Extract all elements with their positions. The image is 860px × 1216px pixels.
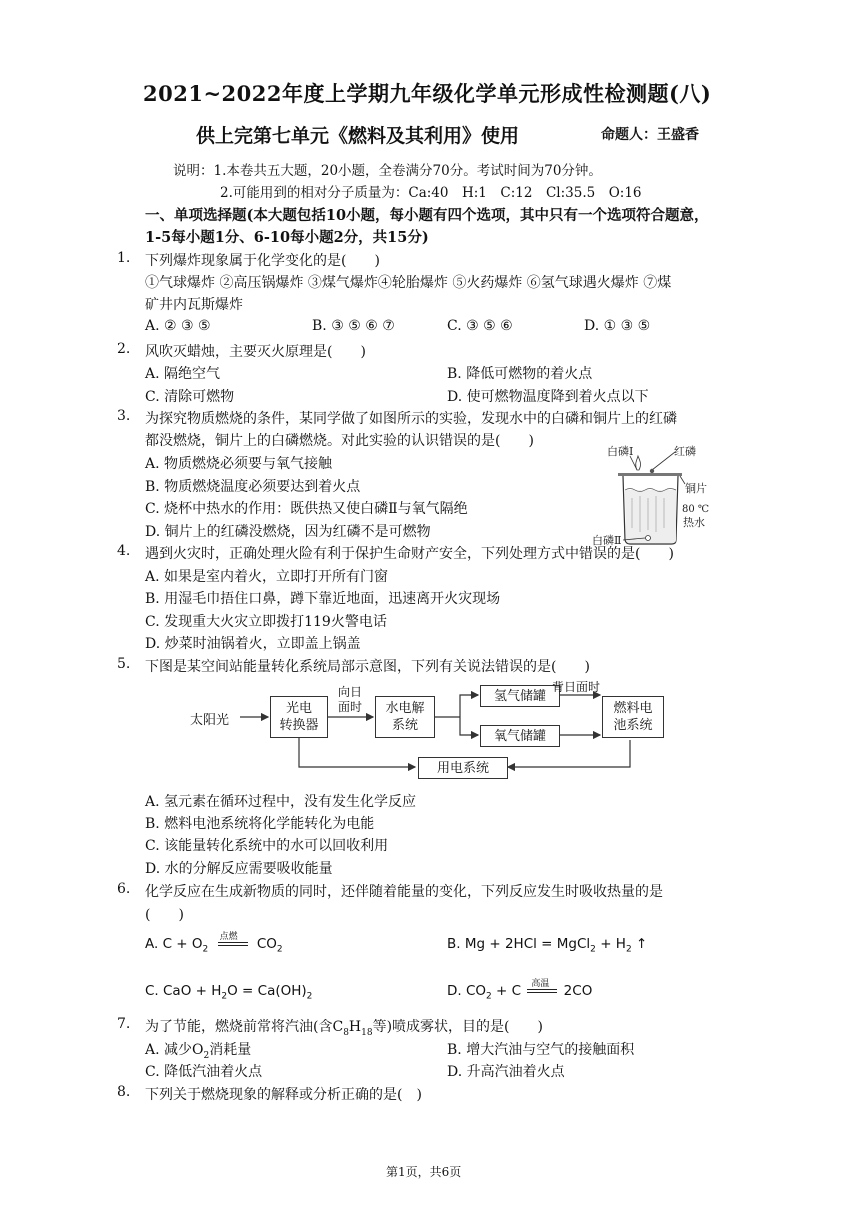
option-a[interactable]: A. ② ③ ⑤ [145,318,211,334]
option-a-text: A. 减少O [145,1042,204,1058]
hot-water-label: 热水 [683,516,705,529]
option-d-product: 2CO [559,983,593,999]
oxygen-tank-label: 氧气储罐 [493,728,546,744]
question-number: 3. [117,408,131,424]
option-a[interactable]: A. 如果是室内着火，立即打开所有门窗 [145,569,389,585]
option-b[interactable]: B. 增大汽油与空气的接触面积 [447,1042,635,1058]
question-number: 8. [117,1084,131,1100]
fuel-cell-box [602,696,664,738]
pv-converter-label-2: 转换器 [279,718,319,733]
option-c[interactable]: C. CaO + $H_2O = Ca(OH)_2$ [145,983,313,1002]
arrow-pv-to-power [299,738,415,767]
author: 命题人：王盛香 [601,127,699,143]
power-system-box [418,757,508,779]
hydrogen-tank-box [480,685,560,707]
pointer-line [652,452,675,470]
option-c[interactable]: C. 该能量转化系统中的水可以回收利用 [145,838,389,854]
question-stem [145,1016,543,1038]
option-c[interactable]: C. 降低汽油着火点 [145,1064,263,1080]
page-subtitle: 供上完第七单元《燃料及其利用》使用 [196,125,520,147]
question-number: 6. [117,881,131,897]
option-a[interactable]: A. 隔绝空气 [145,366,221,382]
question-text: ①气球爆炸 ②高压锅爆炸 ③煤气爆炸④轮胎爆炸 ⑤火药爆炸 ⑥氢气球遇火爆炸 ⑦煤 [145,275,672,291]
option-d-text: D. CO [447,983,487,999]
electrolysis-label-2: 系统 [391,718,418,733]
flame-icon [636,456,641,470]
option-b-text: B. Mg + 2HCl = MgCl [447,936,591,952]
section-heading-2: 1-5每小题1分、6-10每小题2分，共15分) [145,229,429,246]
question-stem: 下图是某空间站能量转化系统局部示意图，下列有关说法错误的是( ) [145,659,590,675]
option-a-reactants: A. C + O [145,936,203,952]
option-a-product: CO [256,936,277,952]
stem-part: 为了节能，燃烧前常将汽油(含C [145,1019,344,1035]
subscript: 18 [361,1027,373,1038]
electrolysis-box [375,696,435,738]
option-b[interactable]: B. 物质燃烧温度必须要达到着火点 [145,479,361,495]
option-b[interactable]: B. 用湿毛巾捂住口鼻，蹲下靠近地面，迅速离开火灾现场 [145,591,501,607]
option-d[interactable]: D. $CO_2 + C$ 高温 2CO [447,983,592,1002]
copper-plate [618,473,682,476]
note-line-1: 说明：1.本卷共五大题，20小题，全卷满分70分。考试时间为70分钟。 [173,163,602,179]
option-d[interactable]: D. 炒菜时油锅着火，立即盖上锅盖 [145,636,361,652]
hydrogen-tank-label: 氢气储罐 [493,688,546,704]
white-phosphorus-1-label: 白磷Ⅰ [607,445,634,458]
subscript: 8 [343,1027,349,1038]
fuel-cell-label-2: 池系统 [613,718,653,733]
option-b-h2: + H [595,936,626,952]
copper-label: 铜片 [685,482,707,495]
temperature-label: 80 ℃ [682,504,710,515]
option-a[interactable]: A. 氢元素在循环过程中，没有发生化学反应 [145,794,417,810]
pv-converter-label-1: 光电 [285,701,312,716]
sunlight-label: 太阳光 [190,713,230,728]
gas-arrow: ↑ [631,936,648,952]
white-phosphorus-2 [646,536,651,541]
hot-water [625,490,676,543]
question-number: 5. [117,656,131,672]
option-b[interactable]: B. Mg + 2HCl = MgCl$_2$ + $H_2$ ↑ [447,936,648,955]
pointer-line [680,476,685,484]
option-c-product: O = Ca(OH) [227,983,307,999]
note-line-2: 2.可能用到的相对分子质量为：Ca:40 H:1 C:12 Cl:35.5 O:16 [220,185,642,201]
option-a[interactable]: A. 减少$O_2$消耗量 [145,1042,252,1061]
reaction-condition [216,932,250,952]
option-d[interactable]: D. 水的分解反应需要吸收能量 [145,861,333,877]
reaction-condition [525,979,559,999]
question-number: 2. [117,341,131,357]
option-d[interactable]: D. 使可燃物温度降到着火点以下 [447,389,649,405]
equals-bar [527,989,557,993]
option-d-carbon: + C [491,983,526,999]
option-a[interactable]: A. $C + O_2$ 点燃 $CO_2$ [145,936,283,955]
question-stem: 下列关于燃烧现象的解释或分析正确的是( ) [145,1087,422,1103]
toward-sun-label-1: 向日 [338,685,363,699]
option-c[interactable]: C. 发现重大火灾立即拨打119火警电话 [145,614,387,630]
red-phosphorus-label: 红磷 [674,445,696,458]
option-c[interactable]: C. 清除可燃物 [145,389,235,405]
combustion-experiment-figure [590,440,720,550]
question-number: 7. [117,1016,131,1032]
option-a-text: 消耗量 [209,1042,252,1058]
away-sun-label: 背日面时 [552,680,601,694]
pv-converter-box [270,696,328,738]
option-c-text: C. CaO + H [145,983,222,999]
question-paren: ( ) [145,907,184,923]
red-phosphorus [650,469,654,473]
white-phosphorus-2-label: 白磷Ⅱ [592,534,622,547]
page-title: 2021~2022年度上学期九年级化学单元形成性检测题(八) [143,81,712,106]
toward-sun-label-2: 面时 [338,700,363,714]
question-stem: 风吹灭蜡烛，主要灭火原理是( ) [145,344,366,360]
question-number: 4. [117,543,131,559]
energy-system-diagram [190,682,670,782]
condition-label: 高温 [531,979,550,989]
question-text: 矿井内瓦斯爆炸 [145,297,243,313]
arrow-split [435,695,478,735]
question-number: 1. [117,250,131,266]
option-b[interactable]: B. 燃料电池系统将化学能转化为电能 [145,816,375,832]
question-stem: 下列爆炸现象属于化学变化的是( ) [145,253,380,269]
stem-part: H [348,1019,362,1035]
option-b[interactable]: B. ③ ⑤ ⑥ ⑦ [312,318,395,334]
option-d[interactable]: D. 升高汽油着火点 [447,1064,565,1080]
fuel-cell-label-1: 燃料电 [613,701,653,716]
stem-part: 等)喷成雾状，目的是( ) [372,1019,543,1035]
question-text: 都没燃烧，铜片上的白磷燃烧。对此实验的认识错误的是( ) [145,433,534,449]
equals-bar [218,942,248,946]
question-stem: 化学反应在生成新物质的同时，还伴随着能量的变化，下列反应发生时吸收热量的是 [145,884,663,900]
oxygen-tank-box [480,725,560,747]
question-stem: 为探究物质燃烧的条件，某同学做了如图所示的实验，发现水中的白磷和铜片上的红磷 [145,411,677,427]
condition-label: 点燃 [219,932,238,942]
option-b[interactable]: B. 降低可燃物的着火点 [447,366,593,382]
option-a[interactable]: A. 物质燃烧必须要与氧气接触 [145,456,333,472]
option-d[interactable]: D. 铜片上的红磷没燃烧，因为红磷不是可燃物 [145,524,431,540]
option-c[interactable]: C. 烧杯中热水的作用：既供热又使白磷Ⅱ与氧气隔绝 [145,501,468,517]
option-c[interactable]: C. ③ ⑤ ⑥ [447,318,513,334]
option-d[interactable]: D. ① ③ ⑤ [584,318,651,334]
question-stem: 遇到火灾时，正确处理火险有利于保护生命财产安全，下列处理方式中错误的是( ) [145,546,674,562]
power-system-label: 用电系统 [436,760,489,776]
electrolysis-label-1: 水电解 [385,701,425,716]
section-heading-1: 一、单项选择题(本大题包括10小题，每小题有四个选项，其中只有一个选项符合题意， [145,207,709,224]
page-footer: 第1页，共6页 [386,1165,462,1179]
